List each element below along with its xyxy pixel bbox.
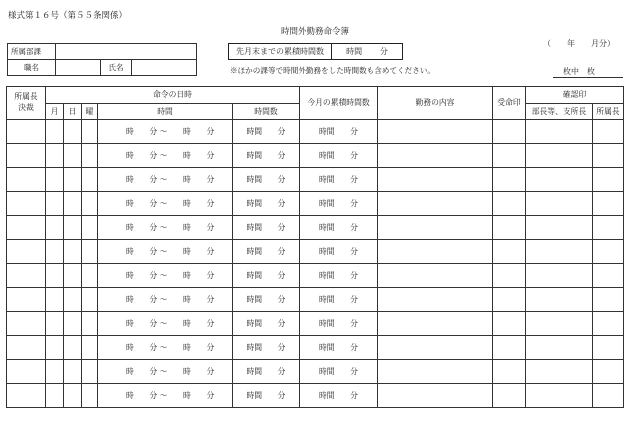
order-datetime-header: 命令の日時 [46, 87, 300, 104]
approver-cell[interactable] [7, 264, 46, 288]
year-month: （ 年 月分） [543, 39, 615, 48]
hours-cell[interactable] [233, 192, 300, 216]
table-row [7, 264, 624, 288]
approver-cell[interactable] [7, 192, 46, 216]
confirm-seal-header: 確認印 [526, 87, 624, 104]
hours-cell-label: 時間 分 [246, 222, 286, 232]
receipt-seal-cell[interactable] [493, 216, 526, 240]
day-cell[interactable] [64, 288, 82, 312]
monthly-total-cell-label: 時間 分 [319, 342, 358, 352]
director-cell[interactable] [593, 264, 624, 288]
dept-head-cell[interactable] [526, 360, 593, 384]
monthly-total-cell[interactable] [300, 216, 378, 240]
receipt-seal-header: 受命印 [493, 87, 526, 120]
work-content-cell[interactable] [378, 264, 493, 288]
monthly-total-cell-label: 時間 分 [319, 246, 358, 256]
dept-head-cell[interactable] [526, 168, 593, 192]
month-cell[interactable] [46, 240, 64, 264]
hours-cell[interactable] [233, 144, 300, 168]
receipt-seal-cell[interactable] [493, 240, 526, 264]
hours-cell-label: 時間 分 [246, 318, 286, 328]
table-row [7, 144, 624, 168]
monthly-total-cell-label: 時間 分 [319, 222, 358, 232]
monthly-total-cell-label: 時間 分 [319, 294, 358, 304]
time-cell[interactable] [98, 336, 233, 360]
time-cell[interactable] [98, 192, 233, 216]
monthly-total-header: 今月の累積時間数 [300, 87, 378, 120]
approver-cell[interactable] [7, 168, 46, 192]
info-table [7, 43, 197, 76]
receipt-seal-cell[interactable] [493, 120, 526, 144]
weekday-cell[interactable] [82, 384, 98, 408]
dept-head-cell[interactable] [526, 336, 593, 360]
approver-cell[interactable] [7, 144, 46, 168]
month-cell[interactable] [46, 192, 64, 216]
work-content-cell[interactable] [378, 144, 493, 168]
weekday-header: 曜 [82, 104, 98, 120]
receipt-seal-cell[interactable] [493, 192, 526, 216]
day-cell[interactable] [64, 312, 82, 336]
document-title: 時間外勤務命令簿 [280, 27, 349, 37]
month-cell[interactable] [46, 384, 64, 408]
weekday-cell[interactable] [82, 264, 98, 288]
hours-cell[interactable] [233, 168, 300, 192]
work-content-cell[interactable] [378, 192, 493, 216]
month-cell[interactable] [46, 168, 64, 192]
time-cell[interactable] [98, 240, 233, 264]
hours-cell-label: 時間 分 [246, 294, 286, 304]
month-cell[interactable] [46, 288, 64, 312]
monthly-total-cell[interactable] [300, 384, 378, 408]
time-cell-label: 時 分 〜 時 分 [126, 390, 215, 400]
department-label: 所属部課 [8, 44, 56, 60]
sheet-count: 枚中 枚 [563, 67, 595, 76]
weekday-cell[interactable] [82, 216, 98, 240]
hours-cell-label: 時間 分 [246, 174, 286, 184]
approver-header: 所属長 決裁 [7, 87, 46, 120]
form-number: 様式第１６号（第５５条関係） [8, 11, 128, 21]
month-cell[interactable] [46, 264, 64, 288]
hours-cell[interactable] [233, 288, 300, 312]
sheet-underline [553, 77, 623, 78]
hours-cell[interactable] [233, 312, 300, 336]
approver-cell[interactable] [7, 360, 46, 384]
monthly-total-cell[interactable] [300, 144, 378, 168]
receipt-seal-cell[interactable] [493, 144, 526, 168]
director-cell[interactable] [593, 240, 624, 264]
hours-cell[interactable] [233, 360, 300, 384]
table-row [7, 360, 624, 384]
time-cell-label: 時 分 〜 時 分 [126, 198, 215, 208]
hours-cell[interactable] [233, 336, 300, 360]
weekday-cell[interactable] [82, 144, 98, 168]
work-content-cell[interactable] [378, 360, 493, 384]
hours-cell-label: 時間 分 [246, 366, 286, 376]
receipt-seal-cell[interactable] [493, 360, 526, 384]
work-content-cell[interactable] [378, 312, 493, 336]
month-cell[interactable] [46, 360, 64, 384]
monthly-total-cell[interactable] [300, 120, 378, 144]
table-row [7, 168, 624, 192]
monthly-total-cell-label: 時間 分 [319, 198, 358, 208]
receipt-seal-cell[interactable] [493, 336, 526, 360]
time-cell[interactable] [98, 384, 233, 408]
table-row [7, 216, 624, 240]
hours-cell-label: 時間 分 [246, 126, 286, 136]
dept-head-cell[interactable] [526, 288, 593, 312]
monthly-total-cell[interactable] [300, 240, 378, 264]
approver-cell[interactable] [7, 120, 46, 144]
director-cell[interactable] [593, 384, 624, 408]
table-row [7, 288, 624, 312]
director-cell[interactable] [593, 216, 624, 240]
department-field[interactable] [56, 44, 197, 60]
day-cell[interactable] [64, 144, 82, 168]
weekday-cell[interactable] [82, 360, 98, 384]
dept-head-cell[interactable] [526, 384, 593, 408]
overtime-table [6, 86, 624, 408]
weekday-cell[interactable] [82, 240, 98, 264]
director-cell[interactable] [593, 360, 624, 384]
monthly-total-cell-label: 時間 分 [319, 390, 358, 400]
hours-header: 時間数 [233, 104, 300, 120]
time-cell[interactable] [98, 264, 233, 288]
monthly-total-cell-label: 時間 分 [319, 150, 358, 160]
dept-head-cell[interactable] [526, 240, 593, 264]
dept-head-cell[interactable] [526, 192, 593, 216]
weekday-cell[interactable] [82, 336, 98, 360]
position-label: 職名 [8, 60, 56, 76]
director-cell[interactable] [593, 288, 624, 312]
receipt-seal-cell[interactable] [493, 312, 526, 336]
approver-cell[interactable] [7, 240, 46, 264]
day-header: 日 [64, 104, 82, 120]
hours-cell-label: 時間 分 [246, 198, 286, 208]
work-content-cell[interactable] [378, 216, 493, 240]
time-cell-label: 時 分 〜 時 分 [126, 126, 215, 136]
director-header: 所属長 [593, 104, 624, 120]
receipt-seal-cell[interactable] [493, 288, 526, 312]
dept-head-cell[interactable] [526, 312, 593, 336]
monthly-total-cell[interactable] [300, 360, 378, 384]
monthly-total-cell-label: 時間 分 [319, 318, 358, 328]
receipt-seal-cell[interactable] [493, 168, 526, 192]
name-label: 氏名 [101, 60, 132, 76]
monthly-total-cell-label: 時間 分 [319, 366, 358, 376]
weekday-cell[interactable] [82, 312, 98, 336]
hours-cell-label: 時間 分 [246, 246, 286, 256]
dept-head-header: 部長等、支所長 [526, 104, 593, 120]
approver-cell[interactable] [7, 312, 46, 336]
time-cell-label: 時 分 〜 時 分 [126, 270, 215, 280]
director-cell[interactable] [593, 120, 624, 144]
monthly-total-cell[interactable] [300, 336, 378, 360]
hours-cell-label: 時間 分 [246, 342, 286, 352]
time-cell-label: 時 分 〜 時 分 [126, 174, 215, 184]
approver-cell[interactable] [7, 384, 46, 408]
day-cell[interactable] [64, 216, 82, 240]
work-content-cell[interactable] [378, 120, 493, 144]
time-cell[interactable] [98, 168, 233, 192]
director-cell[interactable] [593, 168, 624, 192]
work-content-header: 勤務の内容 [378, 87, 493, 120]
director-cell[interactable] [593, 192, 624, 216]
dept-head-cell[interactable] [526, 216, 593, 240]
time-cell[interactable] [98, 144, 233, 168]
time-cell-label: 時 分 〜 時 分 [126, 366, 215, 376]
work-content-cell[interactable] [378, 336, 493, 360]
month-header: 月 [46, 104, 64, 120]
cumulative-hours-unit: 時間 [346, 46, 363, 56]
day-cell[interactable] [64, 240, 82, 264]
table-row [7, 312, 624, 336]
dept-head-cell[interactable] [526, 120, 593, 144]
day-cell[interactable] [64, 360, 82, 384]
director-cell[interactable] [593, 144, 624, 168]
time-cell-label: 時 分 〜 時 分 [126, 342, 215, 352]
monthly-total-cell-label: 時間 分 [319, 126, 358, 136]
approver-cell[interactable] [7, 288, 46, 312]
weekday-cell[interactable] [82, 288, 98, 312]
time-cell-label: 時 分 〜 時 分 [126, 294, 215, 304]
month-cell[interactable] [46, 216, 64, 240]
day-cell[interactable] [64, 336, 82, 360]
dept-head-cell[interactable] [526, 144, 593, 168]
monthly-total-cell[interactable] [300, 312, 378, 336]
monthly-total-cell-label: 時間 分 [319, 270, 358, 280]
monthly-total-cell[interactable] [300, 168, 378, 192]
month-cell[interactable] [46, 336, 64, 360]
cumulative-label: 先月末までの累積時間数 [229, 44, 332, 60]
weekday-cell[interactable] [82, 192, 98, 216]
work-content-cell[interactable] [378, 384, 493, 408]
position-field[interactable] [56, 60, 101, 76]
director-cell[interactable] [593, 312, 624, 336]
work-content-cell[interactable] [378, 240, 493, 264]
hours-cell-label: 時間 分 [246, 270, 286, 280]
weekday-cell[interactable] [82, 120, 98, 144]
time-cell-label: 時 分 〜 時 分 [126, 150, 215, 160]
month-cell[interactable] [46, 120, 64, 144]
table-row [7, 192, 624, 216]
hours-cell-label: 時間 分 [246, 390, 286, 400]
table-row [7, 336, 624, 360]
month-cell[interactable] [46, 144, 64, 168]
work-content-cell[interactable] [378, 288, 493, 312]
receipt-seal-cell[interactable] [493, 264, 526, 288]
receipt-seal-cell[interactable] [493, 384, 526, 408]
cumulative-minutes-unit: 分 [379, 46, 388, 56]
time-cell[interactable] [98, 288, 233, 312]
hours-cell-label: 時間 分 [246, 150, 286, 160]
monthly-total-cell[interactable] [300, 264, 378, 288]
time-cell-label: 時 分 〜 時 分 [126, 318, 215, 328]
time-cell-label: 時 分 〜 時 分 [126, 222, 215, 232]
cumulative-note: ※ほかの課等で時間外勤務をした時間数も含めてください。 [230, 66, 436, 75]
day-cell[interactable] [64, 120, 82, 144]
time-cell[interactable] [98, 120, 233, 144]
time-cell[interactable] [98, 312, 233, 336]
approver-cell[interactable] [7, 336, 46, 360]
monthly-total-cell[interactable] [300, 192, 378, 216]
day-cell[interactable] [64, 264, 82, 288]
hours-cell[interactable] [233, 264, 300, 288]
day-cell[interactable] [64, 384, 82, 408]
director-cell[interactable] [593, 336, 624, 360]
hours-cell[interactable] [233, 240, 300, 264]
table-row [7, 384, 624, 408]
time-cell-label: 時 分 〜 時 分 [126, 246, 215, 256]
day-cell[interactable] [64, 192, 82, 216]
hours-cell[interactable] [233, 120, 300, 144]
weekday-cell[interactable] [82, 168, 98, 192]
cumulative-value[interactable] [332, 44, 403, 60]
table-row [7, 240, 624, 264]
dept-head-cell[interactable] [526, 264, 593, 288]
name-field[interactable] [132, 60, 197, 76]
table-row [7, 120, 624, 144]
day-cell[interactable] [64, 168, 82, 192]
time-cell[interactable] [98, 216, 233, 240]
hours-cell[interactable] [233, 216, 300, 240]
time-cell[interactable] [98, 360, 233, 384]
cumulative-box [228, 43, 403, 60]
hours-cell[interactable] [233, 384, 300, 408]
time-header: 時間 [98, 104, 233, 120]
monthly-total-cell-label: 時間 分 [319, 174, 358, 184]
monthly-total-cell[interactable] [300, 288, 378, 312]
approver-cell[interactable] [7, 216, 46, 240]
work-content-cell[interactable] [378, 168, 493, 192]
month-cell[interactable] [46, 312, 64, 336]
